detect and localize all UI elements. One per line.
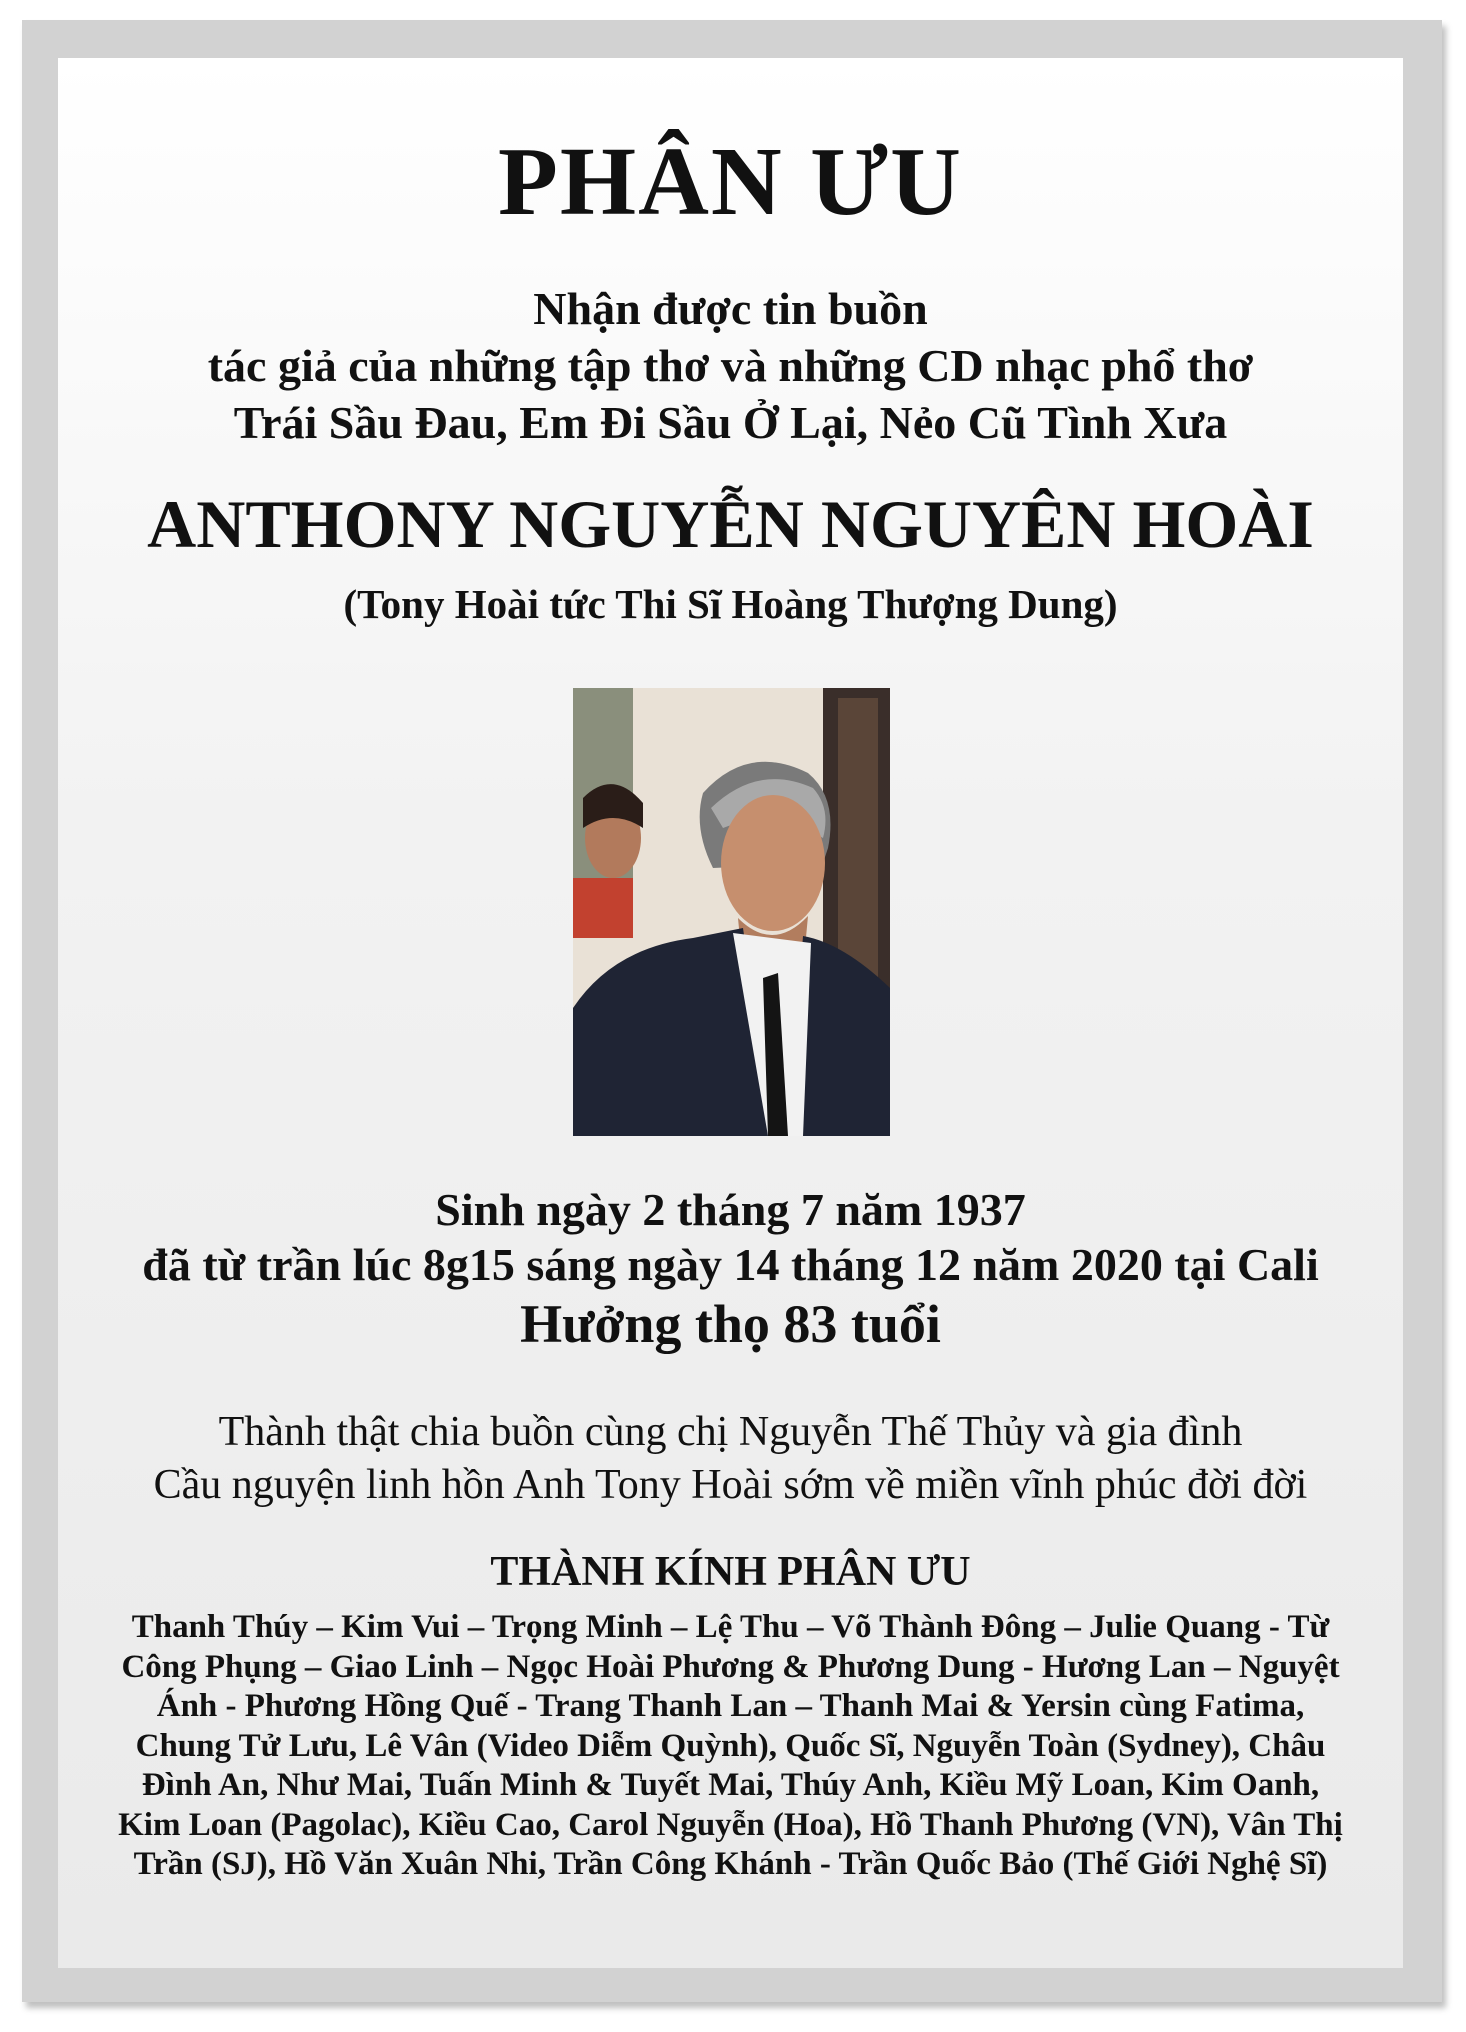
notice-title: PHÂN ƯU: [498, 128, 963, 236]
signers-line: Chung Tử Lưu, Lê Vân (Video Diễm Quỳnh), Quốc Sĩ, Nguyễn Toàn (Sydney), Châu: [135, 1727, 1326, 1764]
signers-line: Thanh Thúy – Kim Vui – Trọng Minh – Lệ Thu – Võ Thành Đông – Julie Quang - Từ: [131, 1609, 1330, 1645]
deceased-name: ANTHONY NGUYỄN NGUYÊN HOÀI: [147, 486, 1314, 562]
signers-line: Đình An, Như Mai, Tuấn Minh & Tuyết Mai, Thúy Anh, Kiều Mỹ Loan, Kim Oanh,: [141, 1767, 1320, 1803]
deceased-alias: (Tony Hoài tức Thi Sĩ Hoàng Thượng Dung): [343, 581, 1118, 627]
age-line: Hưởng thọ 83 tuổi: [520, 1294, 941, 1354]
dates-block: [58, 1182, 1403, 1356]
intro-line-3: Trái Sầu Đau, Em Đi Sầu Ở Lại, Nẻo Cũ Tình Xưa: [233, 397, 1228, 448]
birth-date: Sinh ngày 2 tháng 7 năm 1937: [435, 1184, 1026, 1235]
portrait-photo: [573, 688, 890, 1136]
obituary-card: [58, 58, 1403, 1968]
signers-line: Công Phụng – Giao Linh – Ngọc Hoài Phương & Phương Dung - Hương Lan – Nguyệt: [121, 1648, 1340, 1685]
signers-line: Kim Loan (Pagolac), Kiều Cao, Carol Nguyễn (Hoa), Hồ Thanh Phương (VN), Vân Thị: [118, 1806, 1343, 1843]
signers-line: Ánh - Phương Hồng Quế - Trang Thanh Lan – Thanh Mai & Yersin cùng Fatima,: [156, 1688, 1305, 1724]
condolence-line-2: Cầu nguyện linh hồn Anh Tony Hoài sớm về miền vĩnh phúc đời đời: [153, 1462, 1308, 1508]
signers-line: Trần (SJ), Hồ Văn Xuân Nhi, Trần Công Khánh - Trần Quốc Bảo (Thế Giới Nghệ Sĩ): [133, 1846, 1328, 1882]
death-date: đã từ trần lúc 8g15 sáng ngày 14 tháng 12 năm 2020 tại Cali: [142, 1239, 1319, 1290]
condolence-line-1: Thành thật chia buồn cùng chị Nguyễn Thế Thủy và gia đình: [218, 1409, 1243, 1455]
intro-line-1: Nhận được tin buồn: [533, 283, 928, 334]
closing-heading: THÀNH KÍNH PHÂN ƯU: [490, 1549, 971, 1595]
intro-block: [58, 280, 1403, 451]
condolence-block: [58, 1406, 1403, 1512]
signers-list: [88, 1608, 1373, 1885]
intro-line-2: tác giả của những tập thơ và những CD nhạc phổ thơ: [207, 340, 1254, 391]
